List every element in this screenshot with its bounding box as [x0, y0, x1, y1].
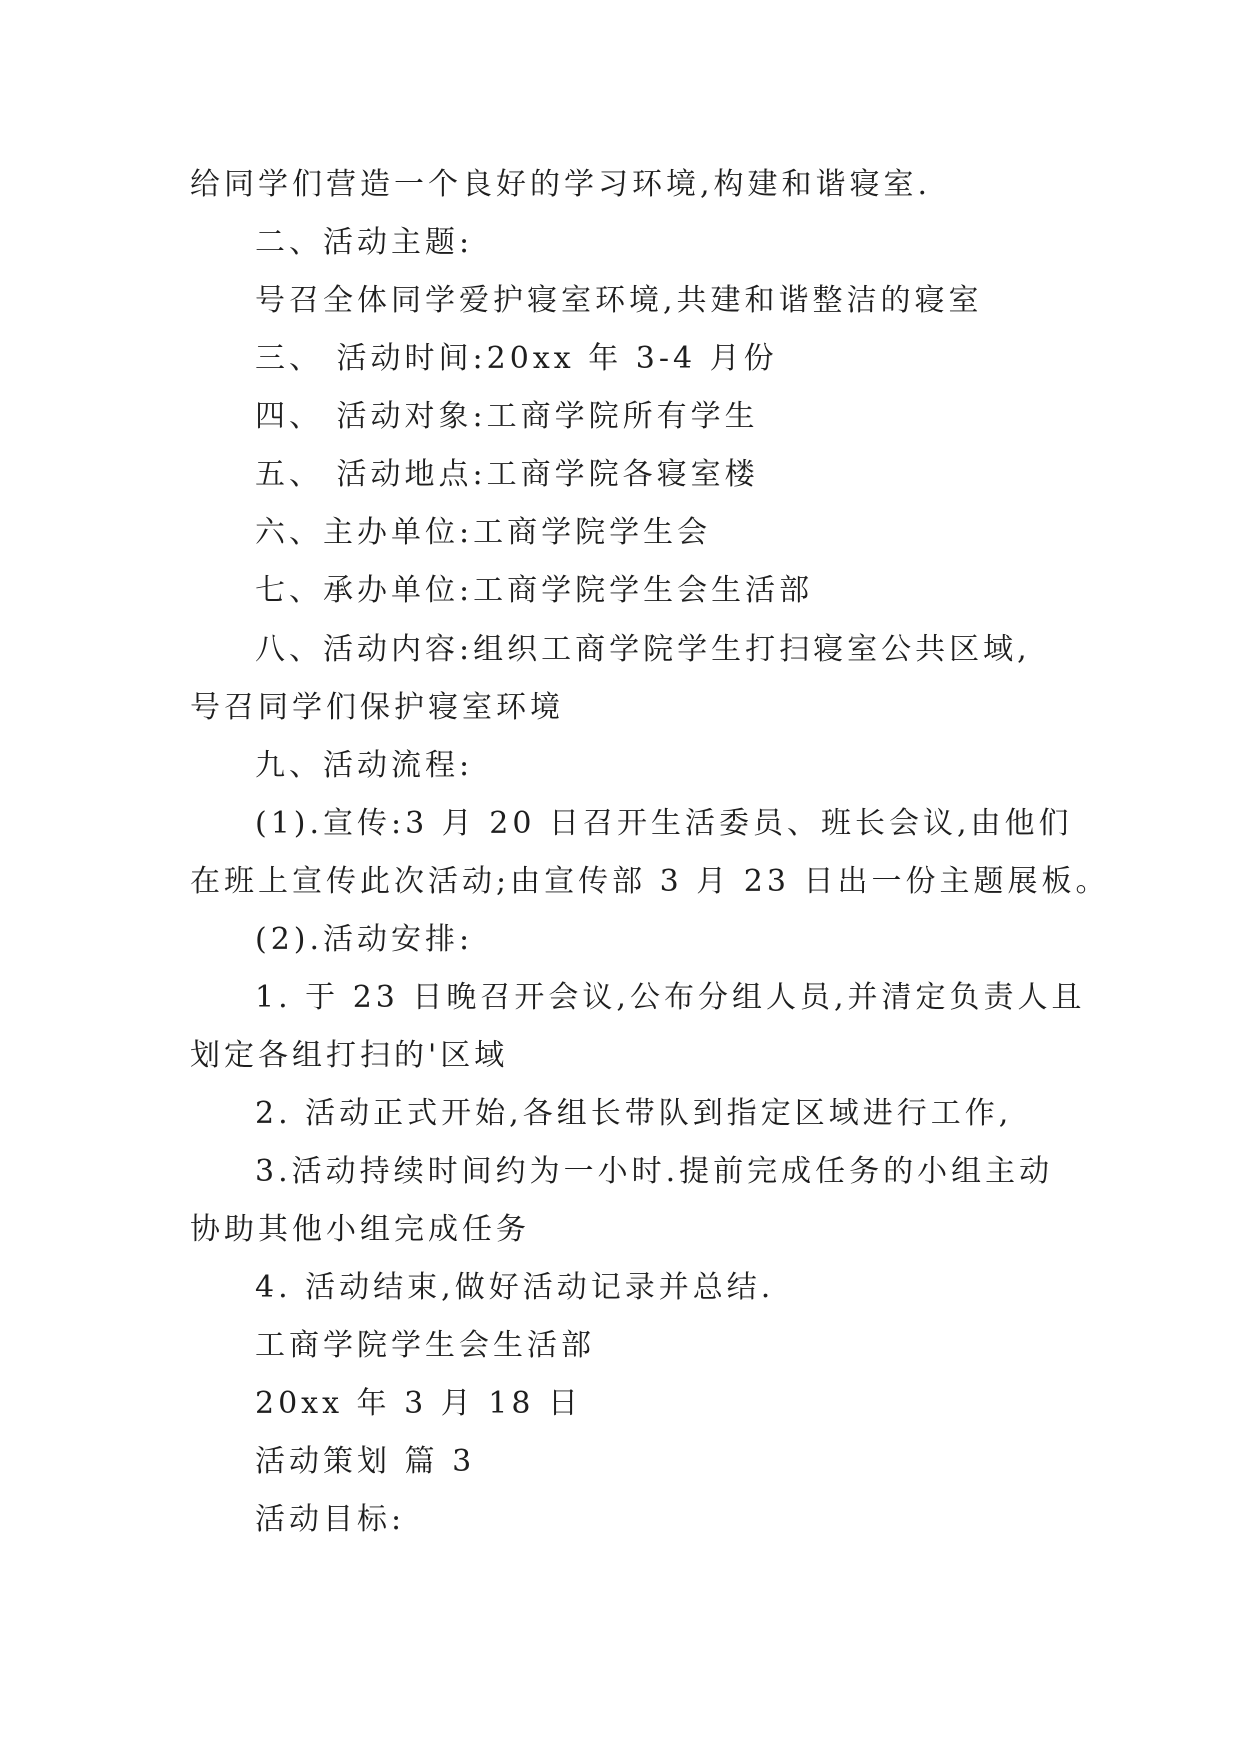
- text-line: 六、主办单位:工商学院学生会: [255, 515, 712, 550]
- text-line: (1).宣传:3 月 20 日召开生活委员、班长会议,由他们: [255, 806, 1073, 841]
- text-line: 在班上宣传此次活动;由宣传部 3 月 23 日出一份主题展板。: [190, 864, 1110, 899]
- text-line: 活动目标:: [255, 1502, 406, 1537]
- text-line: 1. 于 23 日晚召开会议,公布分组人员,并清定负责人且: [255, 980, 1086, 1015]
- text-line: (2).活动安排:: [255, 922, 474, 957]
- text-line: 活动策划 篇 3: [255, 1444, 476, 1479]
- text-line: 划定各组打扫的'区域: [190, 1038, 509, 1073]
- text-line: 3.活动持续时间约为一小时.提前完成任务的小组主动: [255, 1154, 1054, 1189]
- text-line: 2. 活动正式开始,各组长带队到指定区域进行工作,: [255, 1096, 1013, 1131]
- text-line: 20xx 年 3 月 18 日: [255, 1386, 582, 1421]
- text-line: 工商学院学生会生活部: [255, 1328, 595, 1363]
- text-line: 三、 活动时间:20xx 年 3-4 月份: [255, 341, 778, 376]
- text-line: 五、 活动地点:工商学院各寝室楼: [255, 457, 759, 492]
- text-line: 七、承办单位:工商学院学生会生活部: [255, 573, 814, 608]
- text-line: 八、活动内容:组织工商学院学生打扫寝室公共区域,: [255, 632, 1031, 667]
- text-line: 四、 活动对象:工商学院所有学生: [255, 399, 759, 434]
- text-line: 协助其他小组完成任务: [190, 1212, 530, 1247]
- text-line: 二、活动主题:: [255, 225, 474, 260]
- text-line: 号召同学们保护寝室环境: [190, 690, 564, 725]
- text-line: 九、活动流程:: [255, 748, 474, 783]
- text-line: 4. 活动结束,做好活动记录并总结.: [255, 1270, 775, 1305]
- text-line: 号召全体同学爱护寝室环境,共建和谐整洁的寝室: [255, 283, 983, 318]
- text-line: 给同学们营造一个良好的学习环境,构建和谐寝室.: [190, 167, 932, 202]
